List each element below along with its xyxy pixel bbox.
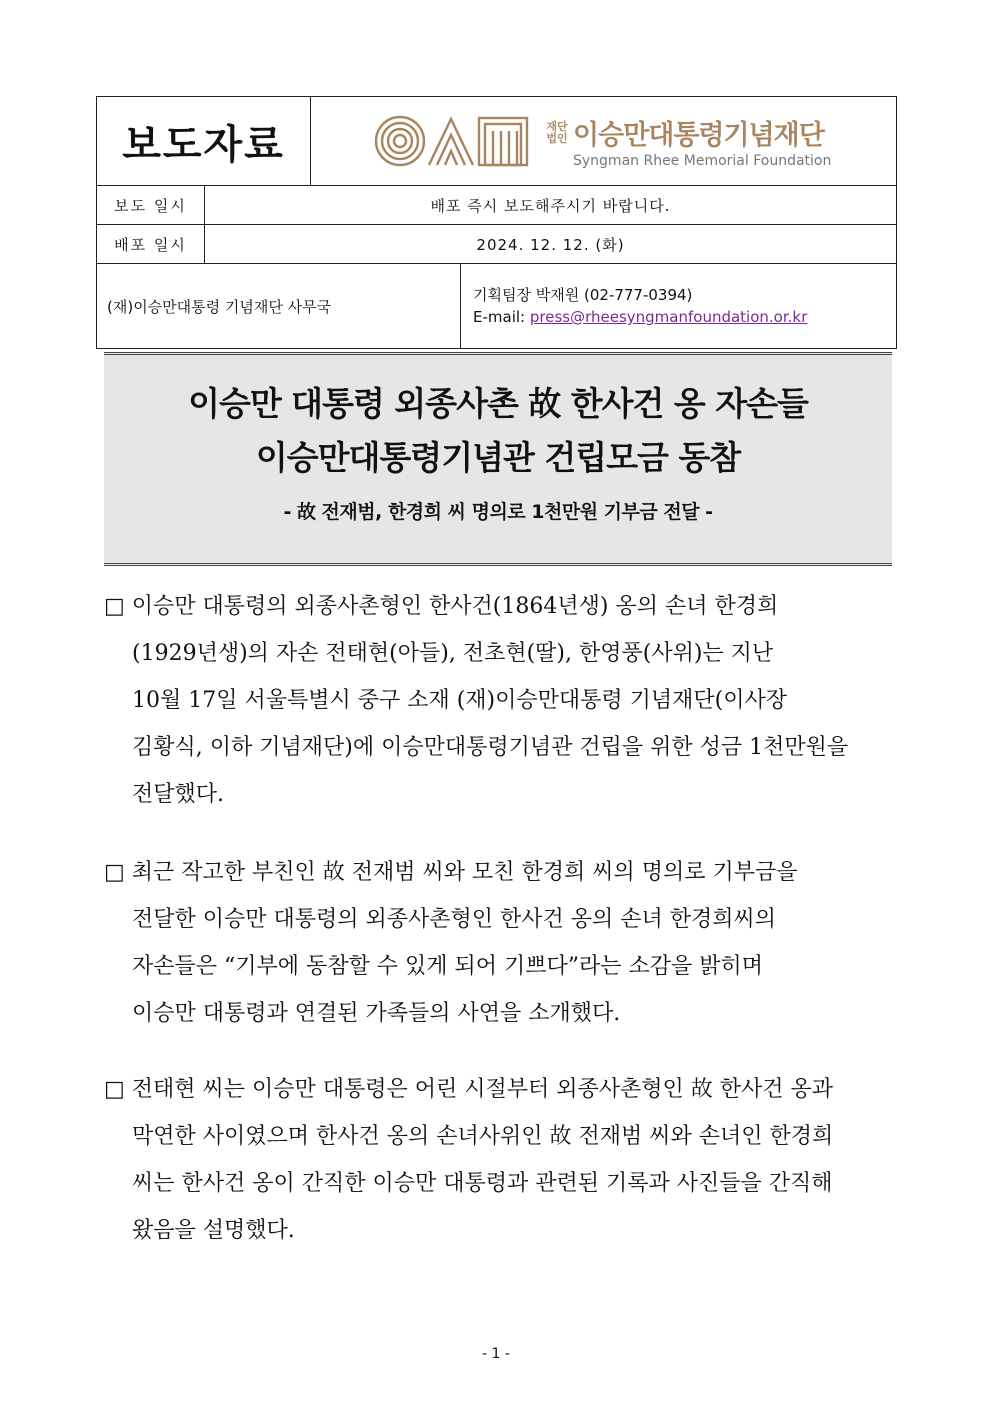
- distribution-date-value: 2024. 12. 12. (화): [205, 225, 897, 264]
- paragraph-1: [104, 583, 894, 818]
- email-label: E-mail:: [473, 308, 526, 326]
- headline-subtitle: - 故 전재범, 한경희 씨 명의로 1천만원 기부금 전달 -: [283, 501, 713, 523]
- contact-person: 기획팀장 박재원 (02-777-0394): [473, 286, 693, 304]
- paragraph-line: □ 이승만 대통령의 외종사촌형인 한사건(1864년생) 옹의 손녀 한경희: [104, 594, 779, 619]
- paragraph-line: 전달한 이승만 대통령의 외종사촌형인 한사건 옹의 손녀 한경희씨의: [132, 907, 777, 932]
- paragraph-line: 이승만 대통령과 연결된 가족들의 사연을 소개했다.: [132, 1001, 621, 1026]
- paragraph-line: 전달했다.: [132, 782, 225, 807]
- paragraph-line: □ 전태현 씨는 이승만 대통령은 어린 시절부터 외종사촌형인 故 한사건 옹과: [104, 1077, 834, 1102]
- headline-line-2: 이승만대통령기념관 건립모금 동참: [255, 438, 741, 477]
- report-date-label: 보도 일시: [97, 186, 205, 225]
- paragraph-line: 자손들은 “기부에 동참할 수 있게 되어 기쁘다”라는 소감을 밝히며: [132, 954, 763, 979]
- headline-line-1: 이승만 대통령 외종사촌 故 한사건 옹 자손들: [188, 384, 808, 423]
- report-date-value: 배포 즉시 보도해주시기 바랍니다.: [205, 186, 897, 225]
- paragraph-line: (1929년생)의 자손 전태현(아들), 전초현(딸), 한영풍(사위)는 지난: [132, 641, 774, 666]
- distribution-date-label: 배포 일시: [97, 225, 205, 264]
- doc-type-title: 보도자료: [97, 97, 311, 186]
- logo-small-line2: 법인: [546, 131, 568, 145]
- contact-info: [461, 264, 897, 349]
- foundation-name-en: Syngman Rhee Memorial Foundation: [573, 153, 832, 169]
- paragraph-line: 왔음을 설명했다.: [132, 1218, 295, 1243]
- paragraph-line: 막연한 사이였으며 한사건 옹의 손녀사위인 故 전재범 씨와 손녀인 한경희: [132, 1124, 834, 1149]
- paragraph-3: [104, 1066, 894, 1254]
- headline-box: [104, 352, 892, 566]
- email-link[interactable]: press@rheesyngmanfoundation.or.kr: [529, 308, 808, 326]
- paragraph-line: □ 최근 작고한 부친인 故 전재범 씨와 모친 한경희 씨의 명의로 기부금을: [104, 860, 798, 885]
- foundation-name-ko: 이승만대통령기념재단: [573, 120, 824, 151]
- paragraph-line: 김황식, 이하 기념재단)에 이승만대통령기념관 건립을 위한 성금 1천만원을: [132, 735, 849, 760]
- paragraph-line: 씨는 한사건 옹이 간직한 이승만 대통령과 관련된 기록과 사진들을 간직해: [132, 1171, 833, 1196]
- page-number: - 1 -: [482, 1346, 510, 1362]
- foundation-logo: [311, 97, 897, 186]
- paragraph-line: 10월 17일 서울특별시 중구 소재 (재)이승만대통령 기념재단(이사장: [132, 688, 787, 713]
- organization-name: (재)이승만대통령 기념재단 사무국: [97, 264, 461, 349]
- paragraph-2: [104, 849, 894, 1037]
- logo-small-line1: 재단: [546, 119, 568, 133]
- foundation-emblem-icon: [373, 114, 531, 168]
- press-info-table: [96, 96, 897, 349]
